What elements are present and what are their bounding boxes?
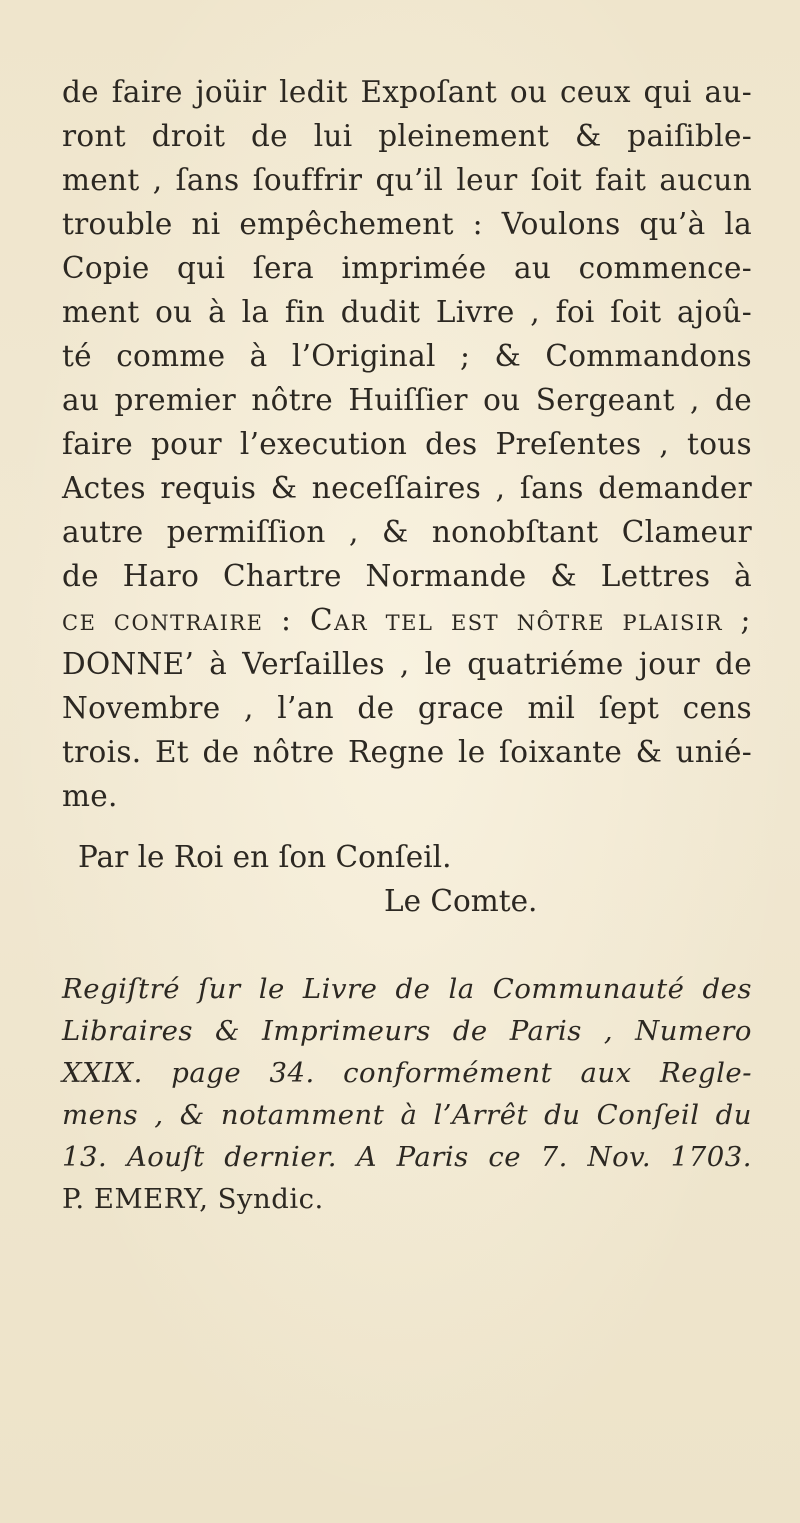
text-line: Copie qui ſera imprimée au commence-: [62, 251, 752, 285]
registration-syndic: P. EMERY, Syndic.: [62, 1183, 324, 1215]
registration-line: Regiſtré ſur le Livre de la Communauté des: [62, 973, 752, 1005]
text-line: de Haro Chartre Normande & Lettres à: [62, 559, 752, 593]
text-line: ment ou à la fin dudit Livre , foi ſoit ajoû-: [62, 295, 752, 329]
text-line: ront droit de lui pleinement & paiſible-: [62, 119, 752, 153]
registration-note: [62, 968, 752, 1220]
text-line: autre permiſſion , & nonobſtant Clameur: [62, 515, 752, 549]
text-line: trouble ni empêchement : Voulons qu’à la: [62, 207, 752, 241]
text-line: me.: [62, 779, 118, 813]
text-line: ment , ſans ſouffrir qu’il leur ſoit fait aucun: [62, 163, 752, 197]
text-line: té comme à l’Original ; & Commandons: [62, 339, 752, 373]
signature-attribution: Par le Roi en ſon Conſeil.: [78, 840, 452, 874]
text-line: faire pour l’execution des Preſentes , tous: [62, 427, 752, 461]
text-line: trois. Et de nôtre Regne le ſoixante & unié-: [62, 735, 752, 769]
privilege-text: [62, 70, 752, 818]
text-line: au premier nôtre Huiſſier ou Sergeant , de: [62, 383, 752, 417]
text-line: ce contraire : Car tel est nôtre plaisir ;: [62, 603, 752, 637]
text-line: Actes requis & neceſſaires , ſans demander: [62, 471, 752, 505]
registration-line: Libraires & Imprimeurs de Paris , Numero: [62, 1015, 752, 1047]
text-line: DONNE’ à Verſailles , le quatriéme jour de: [62, 647, 752, 681]
text-line: de faire joüir ledit Expoſant ou ceux qui au-: [62, 75, 752, 109]
registration-line: 13. Aouſt dernier. A Paris ce 7. Nov. 1703.: [62, 1141, 752, 1173]
text-line: Novembre , l’an de grace mil ſept cens: [62, 691, 752, 725]
registration-line: XXIX. page 34. conformément aux Regle-: [62, 1057, 752, 1089]
signature-name: Le Comte.: [384, 884, 538, 918]
registration-line: mens , & notamment à l’Arrêt du Conſeil du: [62, 1099, 752, 1131]
